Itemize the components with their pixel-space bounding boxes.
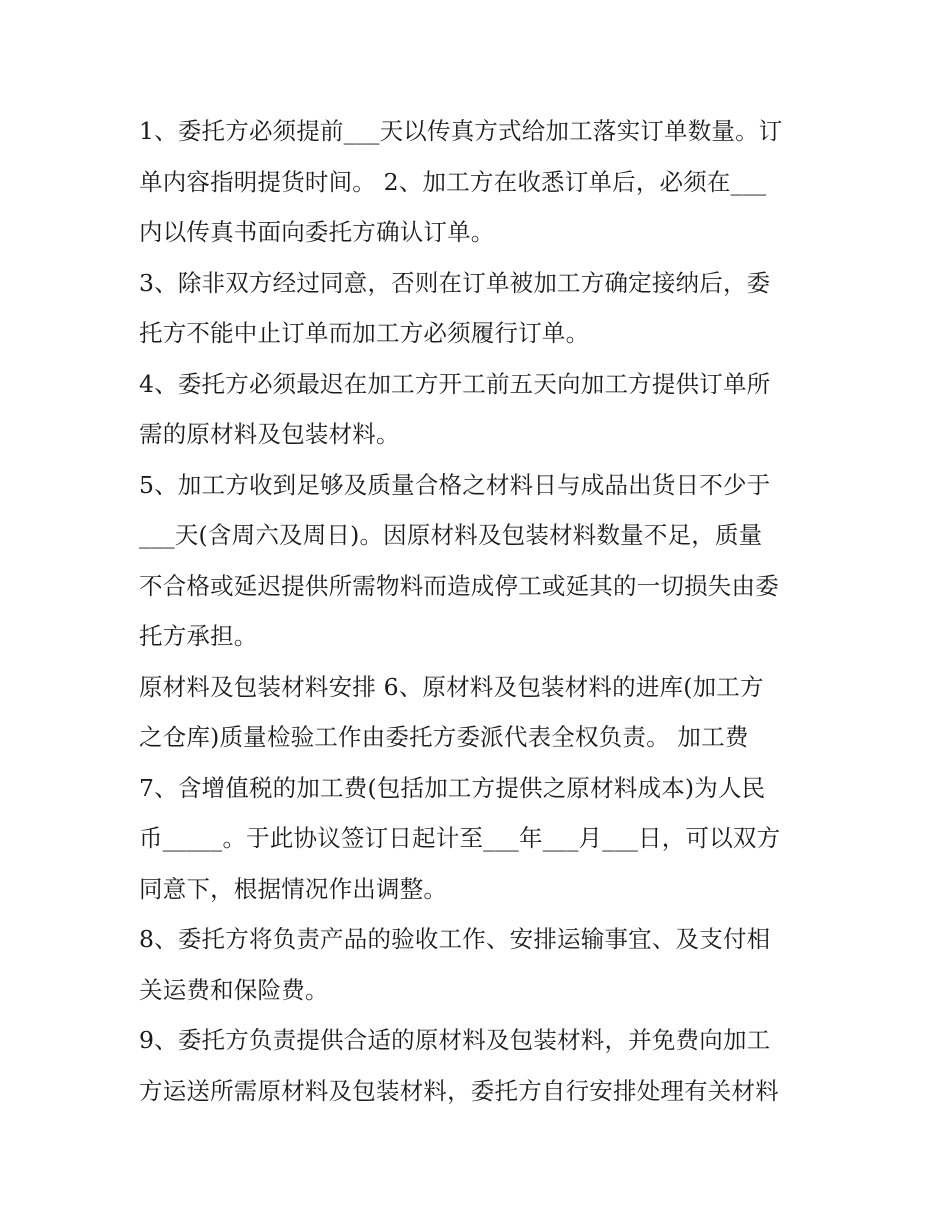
clause-4 <box>139 359 819 460</box>
text-line: 不合格或延迟提供所需物料而造成停工或延其的一切损失由委 <box>139 571 779 600</box>
text-line: 托方承担。 <box>139 622 258 650</box>
text-line: 7、含增值税的加工费(包括加工方提供之原材料成本)为人民 <box>139 773 766 802</box>
clause-1-2 <box>139 106 819 258</box>
text-line: 托方不能中止订单而加工方必须履行订单。 <box>139 319 590 347</box>
text-line: 单内容指明提货时间。 2、加工方在收悉订单后，必须在___ <box>139 167 767 196</box>
clause-8 <box>139 914 819 1015</box>
clause-3 <box>139 258 819 359</box>
document-body <box>139 106 819 1116</box>
clause-9 <box>139 1015 819 1116</box>
clause-7 <box>139 763 819 915</box>
text-line: 内以传真书面向委托方确认订单。 <box>139 218 495 246</box>
clause-6 <box>139 662 819 763</box>
text-line: 5、加工方收到足够及质量合格之材料日与成品出货日不少于 <box>139 470 771 499</box>
text-line: 1、委托方必须提前___天以传真方式给加工落实订单数量。订 <box>139 117 783 145</box>
text-line: 4、委托方必须最迟在加工方开工前五天向加工方提供订单所 <box>139 369 771 398</box>
text-line: 9、委托方负责提供合适的原材料及包装材料，并免费向加工 <box>139 1026 771 1054</box>
clause-5 <box>139 460 819 662</box>
text-line: 需的原材料及包装材料。 <box>139 420 400 448</box>
text-line: 同意下，根据情况作出调整。 <box>139 874 448 903</box>
text-line: 币_____。于此协议签订日起计至___年___月___日，可以双方 <box>139 824 781 852</box>
text-line: ___天(含周六及周日)。因原材料及包装材料数量不足，质量 <box>139 521 763 549</box>
text-line: 3、除非双方经过同意，否则在订单被加工方确定接纳后，委 <box>139 268 771 297</box>
text-line: 之仓库)质量检验工作由委托方委派代表全权负责。 加工费 <box>139 723 749 751</box>
text-line: 原材料及包装材料安排 6、原材料及包装材料的进库(加工方 <box>139 672 764 701</box>
text-line: 关运费和保险费。 <box>139 975 329 1004</box>
text-line: 8、委托方将负责产品的验收工作、安排运输事宜、及支付相 <box>139 925 771 953</box>
text-line: 方运送所需原材料及包装材料，委托方自行安排处理有关材料 <box>139 1076 779 1105</box>
